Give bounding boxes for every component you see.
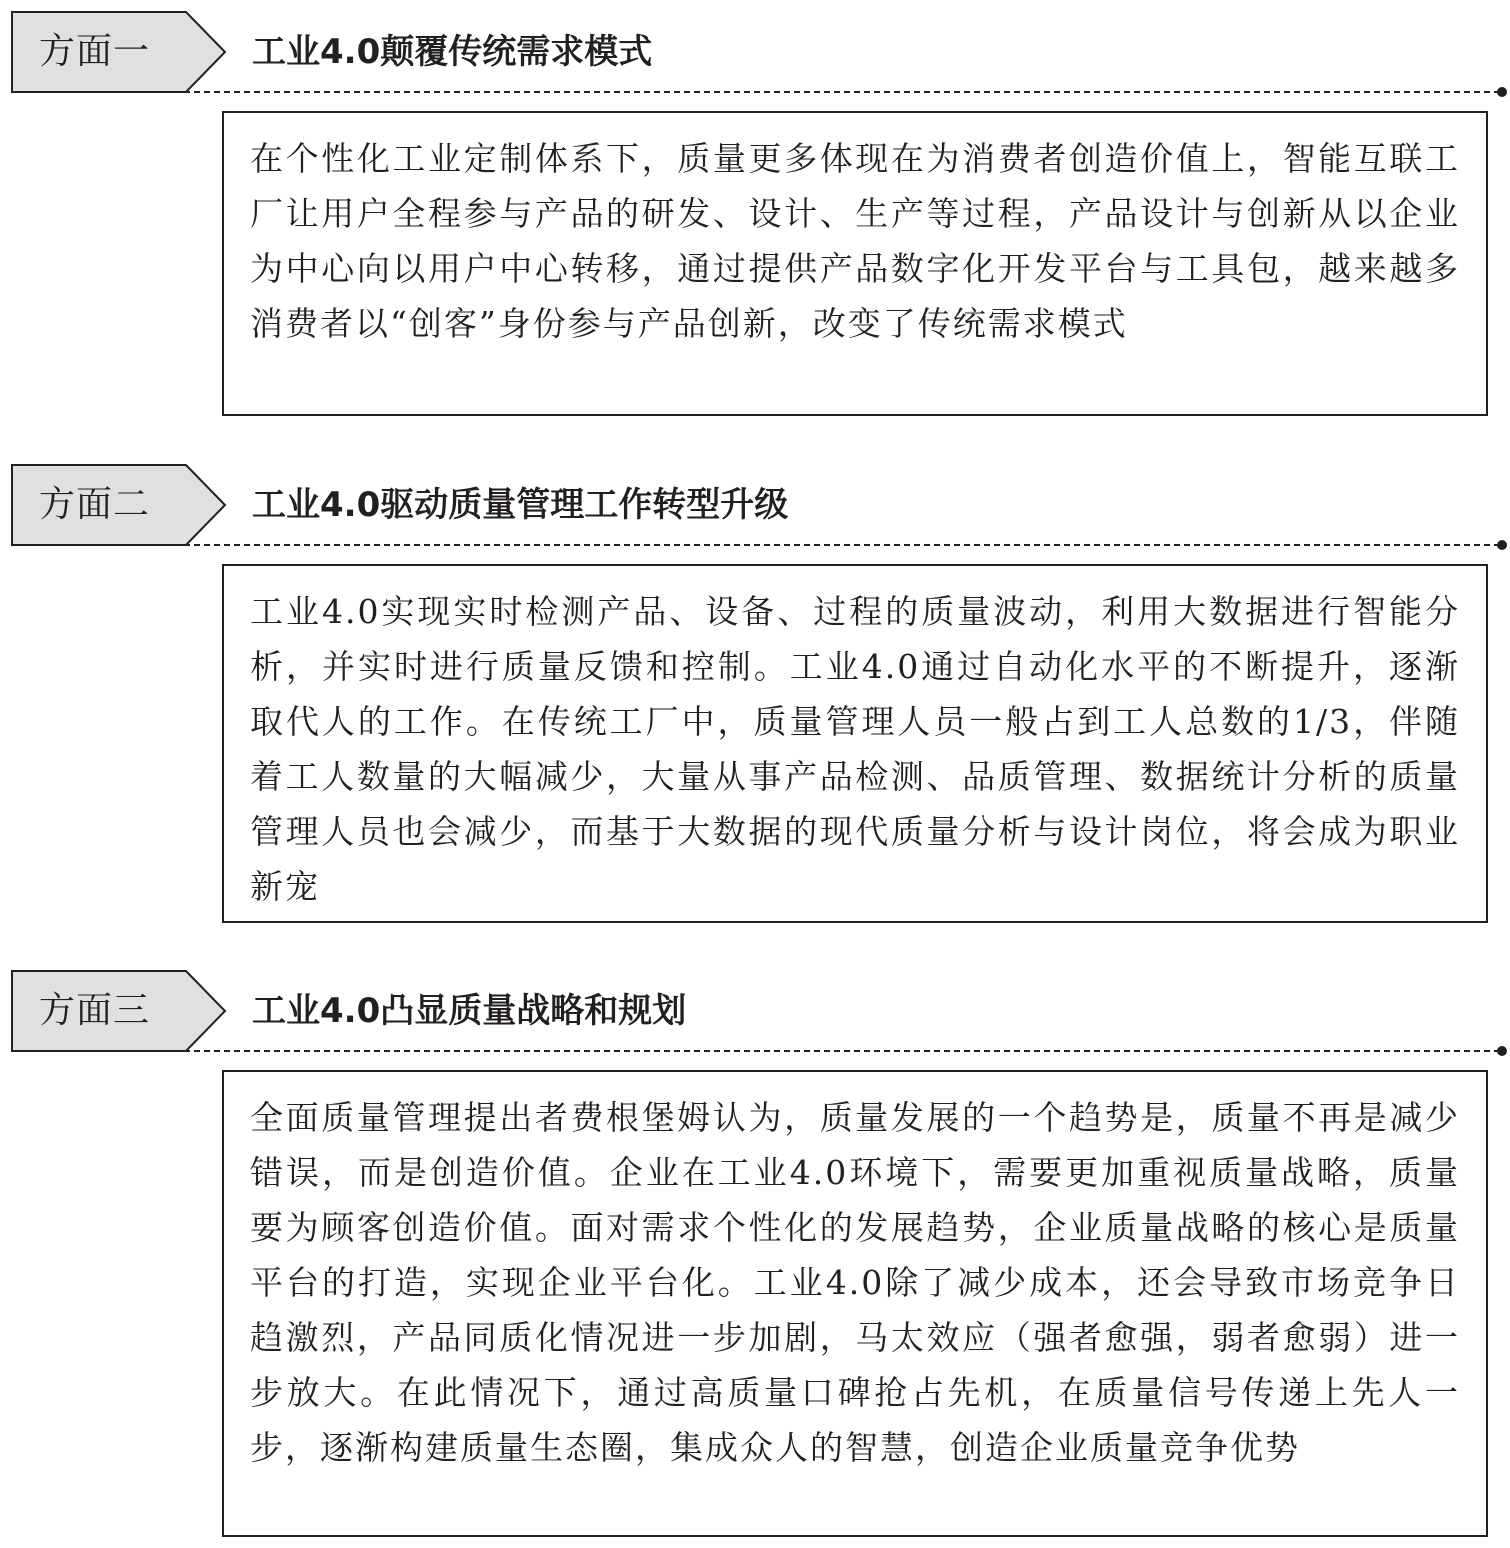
aspect-heading: 工业4.0凸显质量战略和规划 bbox=[252, 991, 687, 1031]
aspect-tag-3 bbox=[11, 970, 227, 1052]
divider-end-dot bbox=[1497, 540, 1507, 550]
aspect-description: 工业4.0实现实时检测产品、设备、过程的质量波动，利用大数据进行智能分析，并实时进行质量反馈和控制。工业4.0通过自动化水平的不断提升，逐渐取代人的工作。在传统工厂中，质量管理人员一般占到工人总数的1/3，伴随着工人数量的大幅减少，大量从事产品检测、品质管理、数据统计分析的质量管理人员也会减少，而基于大数据的现代质量分析与设计岗位，将会成为职业新宠 bbox=[250, 592, 1460, 906]
aspect-heading: 工业4.0驱动质量管理工作转型升级 bbox=[252, 485, 789, 525]
aspect-tag-2 bbox=[11, 464, 227, 546]
aspect-description-box bbox=[222, 111, 1488, 416]
aspect-tag-label: 方面二 bbox=[39, 484, 151, 525]
aspect-description-box bbox=[222, 1070, 1488, 1537]
divider-end-dot bbox=[1497, 87, 1507, 97]
aspect-heading: 工业4.0颠覆传统需求模式 bbox=[252, 32, 653, 72]
aspect-description-box bbox=[222, 564, 1488, 923]
dashed-divider bbox=[184, 544, 1500, 546]
dashed-divider bbox=[184, 91, 1500, 93]
aspect-tag-label: 方面一 bbox=[39, 31, 151, 72]
aspect-description: 在个性化工业定制体系下，质量更多体现在为消费者创造价值上，智能互联工厂让用户全程参与产品的研发、设计、生产等过程，产品设计与创新从以企业为中心向以用户中心转移，通过提供产品数字化开发平台与工具包，越来越多消费者以“创客”身份参与产品创新，改变了传统需求模式 bbox=[250, 139, 1460, 343]
aspect-description: 全面质量管理提出者费根堡姆认为，质量发展的一个趋势是，质量不再是减少错误，而是创造价值。企业在工业4.0环境下，需要更加重视质量战略，质量要为顾客创造价值。面对需求个性化的发展趋势，企业质量战略的核心是质量平台的打造，实现企业平台化。工业4.0除了减少成本，还会导致市场竞争日趋激烈，产品同质化情况进一步加剧，马太效应（强者愈强，弱者愈弱）进一步放大。在此情况下，通过高质量口碑抢占先机，在质量信号传递上先人一步，逐渐构建质量生态圈，集成众人的智慧，创造企业质量竞争优势 bbox=[250, 1098, 1460, 1467]
aspect-tag-1 bbox=[11, 11, 227, 93]
divider-end-dot bbox=[1497, 1046, 1507, 1056]
aspect-tag-label: 方面三 bbox=[39, 990, 151, 1031]
dashed-divider bbox=[184, 1050, 1500, 1052]
